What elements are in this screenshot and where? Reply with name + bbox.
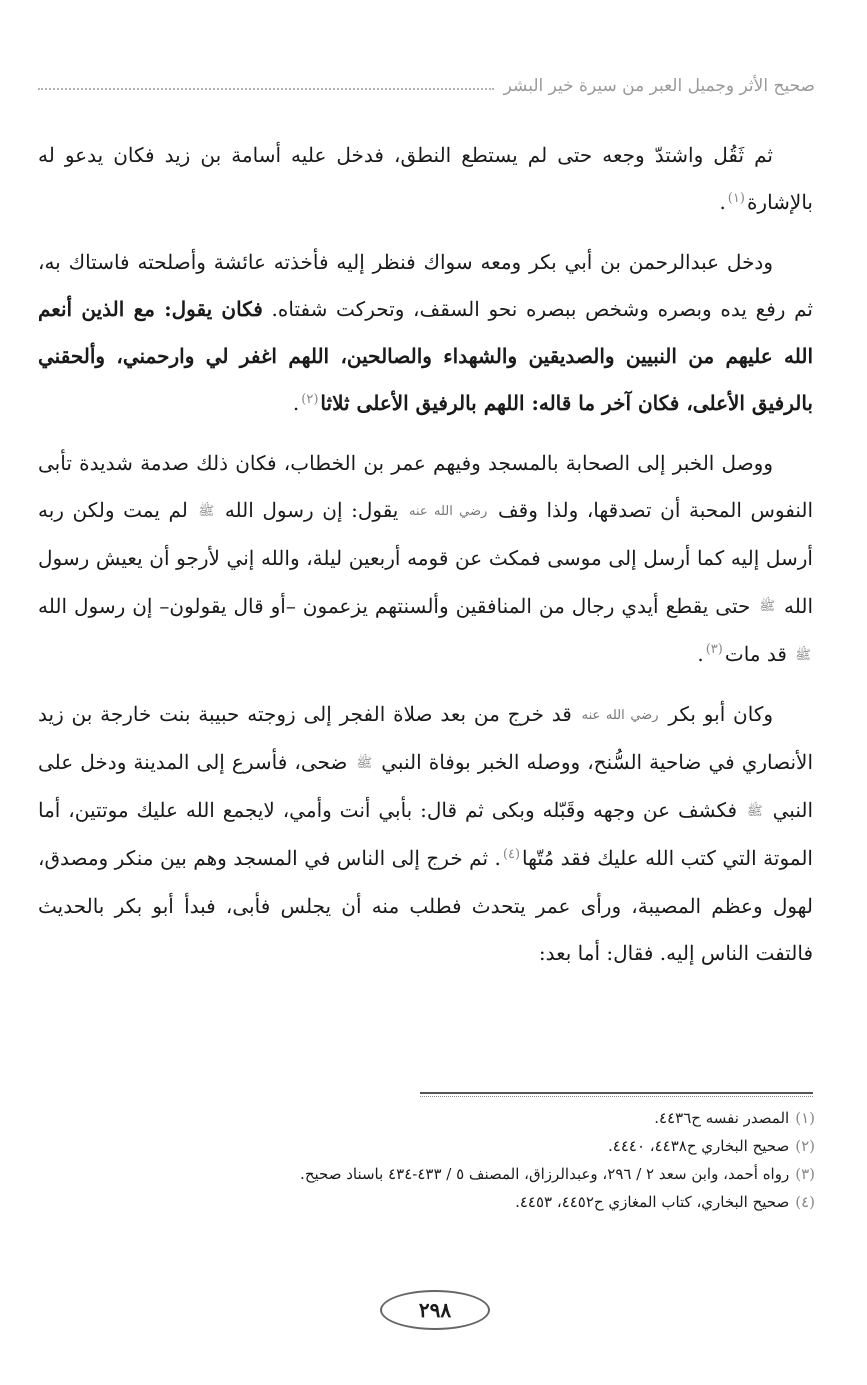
honorific-glyph: ﷺ — [356, 755, 373, 771]
footnote-number: (٢) — [795, 1137, 815, 1155]
honorific-glyph: رضي الله عنه — [408, 503, 488, 519]
text-segment: ودخل عبدالرحمن بن أبي بكر ومعه سواك فنظر إليه فأخذته عائشة وأصلحته فاستاك به، ثم رفع يده وبصره وشخص ببصره نحو السقف، وتحركت شفتاه. — [38, 249, 814, 321]
footnote-number: (١) — [795, 1109, 815, 1127]
honorific-glyph: ﷺ — [759, 599, 776, 615]
footnote-ref-3[interactable]: (٣) — [705, 642, 723, 657]
text-segment: . — [292, 391, 300, 416]
text-segment: ضحى، فأسرع إلى المدينة ودخل على النبي — [38, 749, 814, 823]
page-number: ٢٩٨ — [418, 1298, 452, 1322]
footnote-number: (٤) — [795, 1193, 815, 1211]
text-segment: ثم ثَقُل واشتدّ وجعه حتى لم يستطع النطق، فدخل عليه أسامة بن زيد فكان يدعو له بالإشارة — [38, 143, 813, 215]
paragraph-2 — [38, 239, 813, 428]
footnote-item — [40, 1160, 815, 1188]
honorific-glyph: ﷺ — [198, 503, 215, 519]
honorific-glyph: ﷺ — [747, 803, 763, 819]
footnote-ref-4[interactable]: (٤) — [502, 846, 521, 862]
text-segment: قد مات — [724, 641, 787, 666]
book-title: صحيح الأثر وجميل العبر من سيرة خير البشر — [503, 76, 815, 96]
paragraph-3 — [38, 440, 813, 679]
text-segment: قد خرج من بعد صلاة الفجر إلى زوجته حبيبة بنت خارجة بن زيد الأنصاري في ضاحية السُّنح، ووصله الخبر بوفاة النبي — [38, 701, 814, 774]
text-segment: ووصل الخبر إلى الصحابة بالمسجد وفيهم عمر بن الخطاب، فكان ذلك صدمة شديدة تأبى النفوس المحبة أن تصدقها، ولذا وقف — [38, 450, 814, 523]
footnote-text: رواه أحمد، وابن سعد ٢ / ٢٩٦، وعبدالرزاق، المصنف ٥ / ٤٣٣-٤٣٤ باسناد صحيح. — [300, 1165, 790, 1183]
footnote-item — [40, 1132, 815, 1160]
footnote-item — [40, 1104, 815, 1132]
footnote-ref-2[interactable]: (٢) — [301, 391, 319, 407]
bold-quote: فكان يقول: مع الذين أنعم الله عليهم من النبيين والصديقين والشهداء والصالحين، اللهم اغفر لي وارحمني، وألحقني بالرفيق الأعلى، فكان آخر ما قاله: اللهم بالرفيق الأعلى ثلاثا — [38, 296, 813, 416]
text-segment: لم يمت ولكن ربه أرسل إليه كما أرسل إلى موسى فمكث عن قومه أربعين ليلة، والله إني لأرجو أن يعيش رسول الله — [38, 498, 813, 618]
text-segment: . ثم خرج إلى الناس في المسجد وهم بين منكر ومصدق، لهول وعظم المصيبة، ورأى عمر يتحدث فطلب منه أن يجلس فأبى، فبدأ أبو بكر بالحديث فالتفت الناس إليه. فقال: أما بعد: — [38, 846, 813, 965]
footnote-text: المصدر نفسه ح٤٤٣٦. — [654, 1109, 790, 1127]
running-header — [38, 70, 815, 102]
page-number-badge — [380, 1290, 490, 1330]
main-text — [38, 132, 813, 989]
text-segment: حتى يقطع أيدي رجال من المنافقين وألسنتهم يزعمون –أو قال يقولون– إن رسول الله — [38, 593, 751, 618]
footnotes — [40, 1104, 815, 1216]
text-segment: . — [697, 641, 704, 666]
footnote-text: صحيح البخاري ح٤٤٣٨، ٤٤٤٠. — [608, 1137, 790, 1155]
text-segment: . — [719, 190, 726, 215]
text-segment: وكان أبو بكر — [668, 701, 774, 726]
honorific-glyph: رضي الله عنه — [581, 707, 659, 723]
footnote-text: صحيح البخاري، كتاب المغازي ح٤٤٥٢، ٤٤٥٣. — [515, 1193, 790, 1211]
text-segment: يقول: إن رسول الله — [224, 498, 399, 523]
paragraph-4 — [38, 691, 813, 977]
header-divider — [38, 88, 494, 90]
footnote-separator — [420, 1092, 813, 1094]
footnote-ref-1[interactable]: (١) — [727, 190, 745, 206]
footnote-item — [40, 1188, 815, 1216]
honorific-glyph: ﷺ — [795, 647, 811, 663]
footnote-separator-dotted — [420, 1096, 813, 1097]
text-segment: فكشف عن وجهه وقَبّله وبكى ثم قال: بأبي أنت وأمي، لايجمع الله عليك موتتين، أما الموتة التي كتب الله عليك فقد مُتّها — [38, 798, 813, 871]
footnote-number: (٣) — [795, 1165, 815, 1183]
paragraph-1 — [38, 132, 813, 227]
